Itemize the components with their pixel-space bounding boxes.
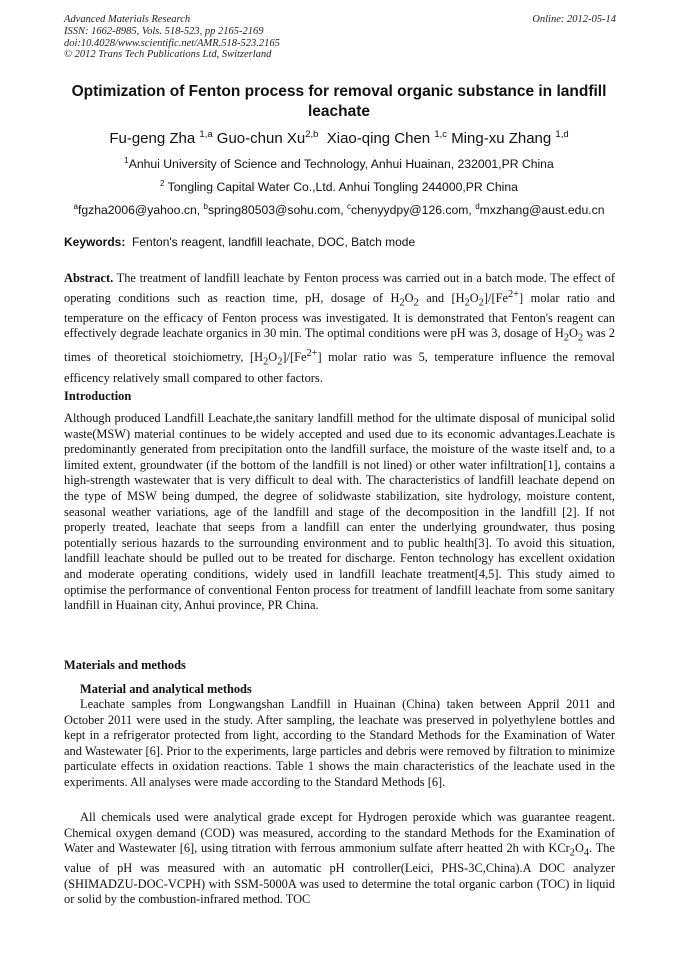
subscript: 2 <box>277 357 283 369</box>
abstract-text: ]/[Fe <box>282 350 307 365</box>
subscript: 2 <box>399 297 405 309</box>
methods-text: . The value of pH was measured with an automatic pH controller(Leici, PHS-3C,China).A DOC analyzer (SHIMADZU-DOC-VCPH) with SSM-5000A was used to determine the total organic carbon (TOC) in liquid or solid by the combustion-infrared method. TOC <box>64 841 615 907</box>
author-list <box>40 129 638 147</box>
abstract-label: Abstract. <box>64 271 114 285</box>
introduction-text: Although produced Landfill Leachate,the sanitary landfill method for the ultimate disposal of municipal solid waste(MSW) material continues to be widely accepted and used due to its economic advantages.Leachate is predominantly generated from precipitation onto the landfill surface, the moisture of the waste itself and, to a limited extent, groundwater (if the bottom of the landfill is not lined) or other water infiltration[1], contains a high-strength wastewater that is very difficult to deal with. The characteristics of landfill leachate depend on the type of MSW being dumped, the degree of solidwaste stabilization, site hydrology, moisture content, seasonal weather variations, age of the landfill and stage of the decomposition in the landfill [2]. If not properly treated, leachate that seeps from a landfill can enter the underlying groundwater, thus posing potentially serious hazards to the surrounding environment and to public health[3]. To avoid this situation, landfill leachate should be pulled out to be treated for discharge. Fenton technology has excellent oxidation and moderate operating conditions, widely used in landfill leachate treatment[4,5]. This study aimed to optimise the performance of conventional Fenton process for treatment of landfill leachate from some sanitary landfill in Huainan city, Anhui province, PR China. <box>64 411 615 613</box>
copyright-line: © 2012 Trans Tech Publications Ltd, Switzerland <box>64 49 272 61</box>
email-sup: a <box>73 202 78 211</box>
abstract <box>64 271 615 386</box>
superscript: 2+ <box>306 348 318 360</box>
email-sup: c <box>347 202 352 211</box>
affiliation-sup: 2 <box>160 179 165 188</box>
affiliation-1 <box>40 156 638 171</box>
author-sup: 1,c <box>434 129 448 140</box>
paper-title: Optimization of Fenton process for removal organic substance in landfill leachate <box>71 83 607 120</box>
affiliation-text: Tongling Capital Water Co.,Ltd. Anhui Tongling 244000,PR China <box>164 180 518 194</box>
author-sup: 2,b <box>305 129 319 140</box>
email-text: fgzha2006@yahoo.cn, <box>77 203 204 217</box>
author-name: Xiao-qing Chen <box>326 130 431 147</box>
subscript: 2 <box>563 332 569 344</box>
author-name: Ming-xu Zhang <box>451 130 552 147</box>
email-text: chenyydpy@126.com, <box>351 203 476 217</box>
author-sup: 1,a <box>199 129 213 140</box>
keywords <box>64 235 624 249</box>
author-name: Guo-chun Xu <box>216 130 306 147</box>
email-sup: b <box>203 202 208 211</box>
methods-paragraph-1: Leachate samples from Longwangshan Landfill in Huainan (China) taken between Appril 2011 and October 2011 were used in the study. After sampling, the leachate was preserved in polyethylene bottles and kept in a refrigerator protected from light, according to the Standard Methods for the Examination of Water and Wastewater [6]. Prior to the experiments, large particles and debris were removed by filtration to minimize particulate effects in oxidation reactions. Table 1 shows the main characteristics of the leachate used in the experiments. All analyses were made according to the Standard Methods [6]. <box>64 697 615 789</box>
affiliation-text: Anhui University of Science and Technology, Anhui Huainan, 232001,PR China <box>128 157 554 171</box>
subscript: 4 <box>583 847 590 859</box>
subscript: 2 <box>413 297 419 309</box>
email-text: mxzhang@aust.edu.cn <box>479 203 605 217</box>
online-date: Online: 2012-05-14 <box>532 14 616 25</box>
subscript: 2 <box>577 332 584 344</box>
subscript: 2 <box>478 297 484 309</box>
doi-line: doi:10.4028/www.scientific.net/AMR.518-523.2165 <box>64 37 280 49</box>
email-line <box>40 202 638 217</box>
methods-text: O <box>574 841 584 856</box>
abstract-text: O <box>569 326 578 341</box>
subscript: 2 <box>569 847 575 859</box>
abstract-text: ] molar ratio and temperature on the efficacy of Fenton process was investigated. It is demonstrated that Fenton's reagent can effectively degrade leachate organics in 30 min. The optimal conditions were pH was 3, dosage of H <box>64 290 615 341</box>
author-name: Fu-geng Zha <box>109 130 196 147</box>
keywords-text: Fenton's reagent, landfill leachate, DOC, Batch mode <box>132 235 416 249</box>
abstract-text: The treatment of landfill leachate by Fenton process was carried out in a batch mode. The effect of operating conditions such as reaction time, pH, dosage of H <box>64 271 615 305</box>
subscript: 2 <box>263 357 269 369</box>
keywords-label: Keywords: <box>64 235 126 249</box>
methods-text: All chemicals used were analytical grade except for Hydrogen peroxide which was guarantee reagent. Chemical oxygen demand (COD) was measured, according to the standard Methods for the Examination of Water and Wastewater [6], using titration with ferrous ammonium sulfate afterr heatted 2h with KCr <box>64 810 615 856</box>
abstract-text: ] molar ratio was 5, temperature influence the removal efficency relatively small compared to other factors. <box>64 350 615 385</box>
abstract-text: was 2 times of theoretical stoichiometry, [H <box>64 326 615 365</box>
section-heading-introduction: Introduction <box>64 389 132 403</box>
abstract-text: ]/[Fe <box>483 290 509 305</box>
abstract-text: O <box>404 290 414 305</box>
abstract-text: and [H <box>418 290 465 305</box>
affiliation-sup: 1 <box>124 156 129 165</box>
email-sup: d <box>475 202 480 211</box>
methods-paragraph-2 <box>64 810 615 908</box>
section-heading-methods: Materials and methods <box>64 658 186 672</box>
author-sup: 1,d <box>555 129 569 140</box>
issn-line: ISSN: 1662-8985, Vols. 518-523, pp 2165-2169 <box>64 25 264 37</box>
abstract-text: O <box>268 350 278 365</box>
journal-header <box>64 14 616 61</box>
affiliation-2 <box>40 179 638 194</box>
subscript: 2 <box>464 297 470 309</box>
subsection-heading: Material and analytical methods <box>80 682 252 696</box>
superscript: 2+ <box>508 288 520 300</box>
journal-name: Advanced Materials Research <box>64 14 191 25</box>
abstract-text: O <box>469 290 479 305</box>
email-text: spring80503@sohu.com, <box>207 203 348 217</box>
